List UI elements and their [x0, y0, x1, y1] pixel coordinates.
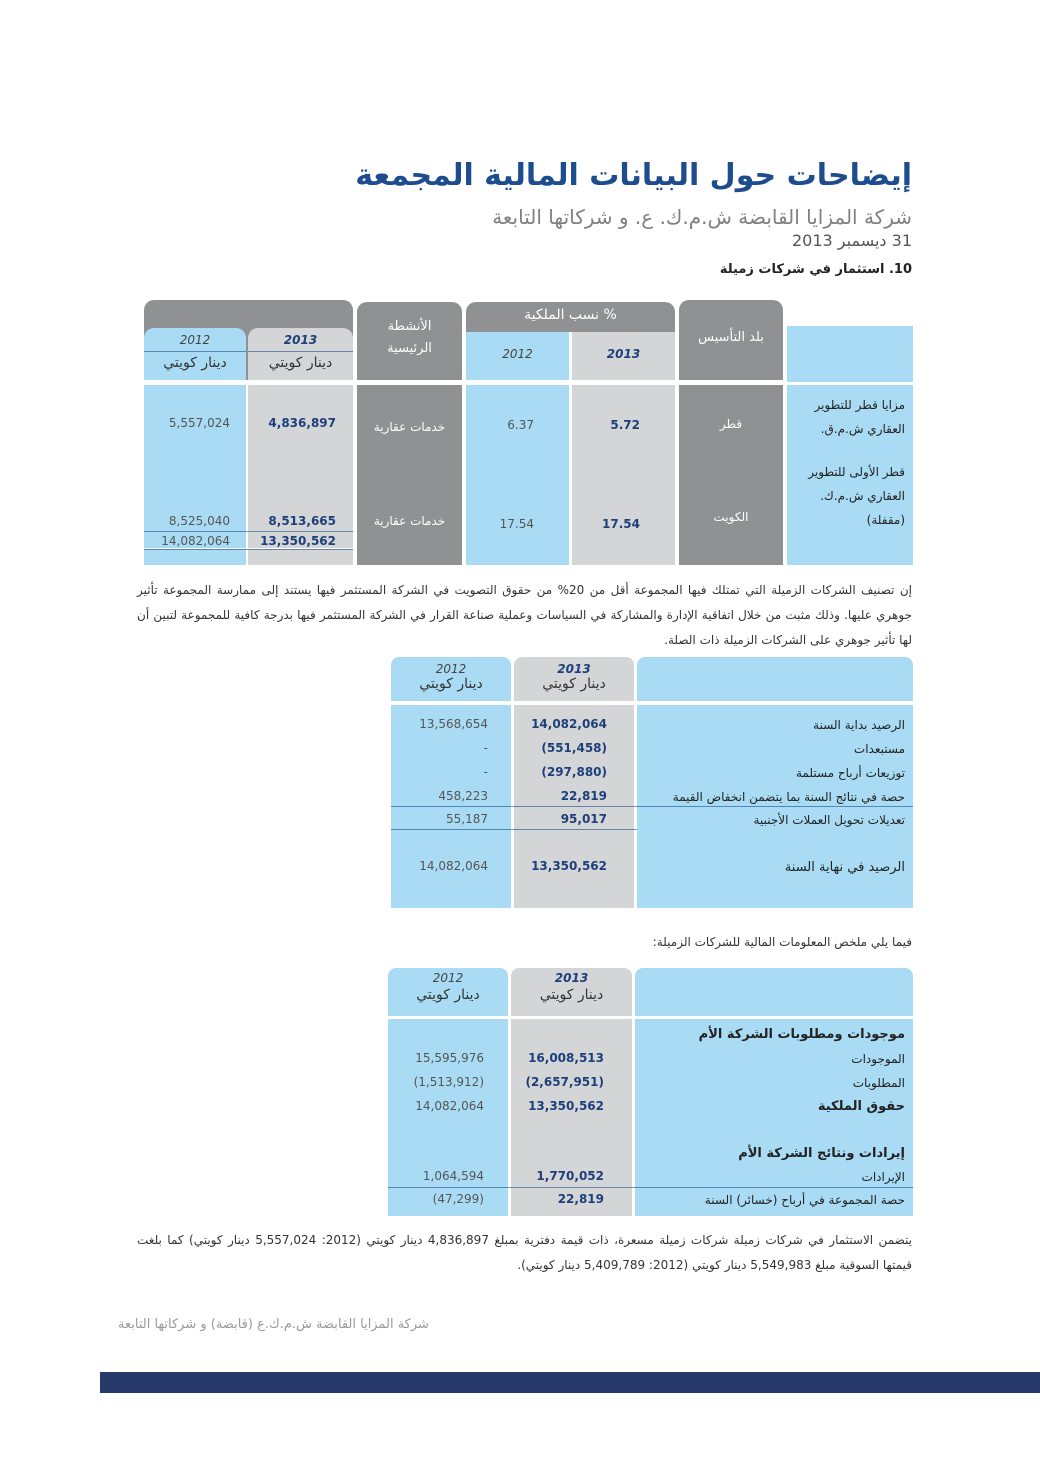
val-2012-row2: 8,525,040: [168, 514, 230, 528]
t2-currency-2013: دينار كويتي: [542, 676, 606, 692]
footer-bar: [100, 1372, 1040, 1393]
country-2: الكويت: [713, 510, 749, 524]
t2-closing-2012: 14,082,064: [419, 859, 488, 873]
val-year-2013: 2013: [283, 333, 318, 347]
t3-equity-label: حقوق الملكية: [817, 1099, 905, 1114]
country-column: [679, 385, 783, 565]
activity-column: [357, 385, 462, 565]
name-header-cell: [787, 326, 913, 382]
activity-1: خدمات عقارية: [373, 420, 446, 434]
t2-row-2012: 458,223: [438, 789, 488, 803]
t3-2013-header: [511, 968, 632, 1016]
section-heading: 10. استثمار في شركات زميلة: [719, 262, 912, 277]
footer-company-name: شركة المزايا القابضة ش.م.ك.ع (قابضة) و شركاتها التابعة: [118, 1317, 429, 1332]
own-2013-row1: 5.72: [610, 418, 640, 432]
val-2012-row1: 5,557,024: [168, 416, 230, 430]
activity-header-label: الأنشطة الرئيسية: [387, 319, 432, 356]
associate-name-2: قطر الأولى للتطوير العقاري ش.م.ك. (مقفلة): [808, 465, 905, 527]
activity-2: خدمات عقارية: [373, 514, 446, 528]
report-date: 31 ديسمبر 2013: [791, 231, 912, 250]
ownership-header: [466, 302, 675, 332]
total-rule-bottom: [144, 549, 353, 550]
page-title: إيضاحات حول البيانات المالية المجمعة: [355, 158, 912, 193]
t3-equity-2012: 14,082,064: [415, 1099, 484, 1113]
t3-assets-2012: 15,595,976: [415, 1051, 484, 1065]
t3-rev-2013: 1,770,052: [536, 1169, 604, 1183]
summary-intro: فيما يلي ملخص المعلومات المالية للشركات الزميلة:: [652, 935, 912, 949]
own-2012-column: [466, 385, 569, 565]
own-2012-row1: 6.37: [507, 418, 534, 432]
t3-section1-heading: موجودات ومطلوبات الشركة الأم: [698, 1027, 905, 1042]
own-2013-column: [572, 385, 675, 565]
t3-year-2013: 2013: [554, 971, 589, 985]
activity-header: [357, 302, 462, 380]
val-year-2012: 2012: [179, 333, 211, 347]
val-2012-header: [144, 328, 246, 380]
classification-paragraph: إن تصنيف الشركات الزميلة التي تمتلك فيها المجموعة أقل من 20% من حقوق التصويت في الشركة المستثمر فيها يستند إلى ممارسة المجموعة تأثير جوهري عليها. وذلك مثبت من خلال اتفاقية الإدارة والمشاركة في السياسات وعملية صناعة القرار في الشركة المستثمر فيها بدرجة كافية للمجموعة لتبين أن لها تأثير جوهري على الشركات الزميلة ذات الصلة.: [137, 583, 912, 647]
t2-row-label: الرصيد بداية السنة: [813, 718, 905, 732]
t3-assets-2013: 16,008,513: [528, 1051, 604, 1065]
quoted-investment-paragraph: يتضمن الاستثمار في شركات زميلة شركات زميلة مسعرة، ذات قيمة دفترية بمبلغ 4,836,897 دينار كويتي (2012: 5,557,024 دينار كويتي) كما بلغت قيمتها السوقية مبلغ 5,549,983 دينار كويتي (2012: 5,409,789 دينار كويتي).: [137, 1233, 912, 1272]
t2-row-2013: 22,819: [560, 789, 607, 803]
t2-row-2013: (297,880): [541, 765, 607, 779]
t2-row-2013: 14,082,064: [531, 717, 607, 731]
own-2012-row2: 17.54: [499, 517, 534, 531]
country-1: قطر: [719, 417, 743, 431]
t3-liab-2012: (1,513,912): [413, 1075, 484, 1089]
own-2013-header: [572, 332, 675, 380]
t3-currency-2012: دينار كويتي: [416, 987, 480, 1003]
val-2012-total: 14,082,064: [161, 534, 230, 548]
t2-year-2013: 2013: [557, 662, 591, 676]
t3-liab-2013: (2,657,951): [525, 1075, 604, 1089]
own-year-2013: 2013: [606, 347, 641, 361]
val-2013-row1: 4,836,897: [268, 416, 336, 430]
t3-share-2013: 22,819: [557, 1192, 604, 1206]
own-2012-header: [466, 332, 569, 380]
associate-name-1: مزايا قطر للتطوير العقاري ش.م.ق.: [814, 398, 905, 436]
t3-equity-2013: 13,350,562: [528, 1099, 604, 1113]
t2-row-2012: -: [483, 765, 488, 779]
t2-2013-header: [514, 657, 634, 701]
t3-2012-header: [388, 968, 508, 1016]
t3-label-header: [635, 968, 913, 1016]
t2-row-label: تعديلات تحويل العملات الأجنبية: [753, 813, 905, 827]
t3-share-2012: (47,299): [432, 1192, 484, 1206]
total-rule-top: [144, 531, 353, 532]
val-2013-row2: 8,513,665: [268, 514, 336, 528]
t2-row-label: توزيعات أرباح مستلمة: [795, 766, 905, 780]
country-header: [679, 300, 783, 380]
t3-liab-label: المطلوبات: [852, 1076, 905, 1090]
t3-rev-label: الإيرادات: [861, 1170, 905, 1184]
t2-2012-header: [391, 657, 511, 701]
t3-share-label: حصة المجموعة في أرباح (خسائر) السنة: [704, 1193, 905, 1207]
val-currency-2012: دينار كويتي: [163, 355, 227, 371]
company-subtitle: شركة المزايا القابضة ش.م.ك. ع. و شركاتها التابعة: [492, 205, 912, 229]
own-2013-row2: 17.54: [602, 517, 640, 531]
t2-currency-2012: دينار كويتي: [419, 676, 483, 692]
val-2013-total: 13,350,562: [260, 534, 336, 548]
t2-row-2012: -: [483, 741, 488, 755]
t2-label-header: [637, 657, 913, 701]
t2-row-2012: 13,568,654: [419, 717, 488, 731]
t2-row-label: حصة في نتائج السنة بما يتضمن انخفاض القيمة: [672, 790, 905, 804]
t3-rev-2012: 1,064,594: [422, 1169, 484, 1183]
t2-row-2013: 95,017: [560, 812, 607, 826]
val-2013-header: [248, 328, 353, 380]
t2-year-2012: 2012: [435, 662, 467, 676]
t2-closing-label: الرصيد في نهاية السنة: [784, 860, 905, 875]
t3-year-2012: 2012: [432, 971, 464, 985]
val-currency-2013: دينار كويتي: [268, 355, 333, 371]
t2-row-label: مستبعدات: [853, 742, 905, 756]
t2-row-2013: (551,458): [541, 741, 607, 755]
t2-closing-2013: 13,350,562: [531, 859, 607, 873]
t2-row-2012: 55,187: [446, 812, 488, 826]
own-year-2012: 2012: [502, 347, 533, 361]
t3-assets-label: الموجودات: [851, 1052, 905, 1066]
t3-section2-heading: إيرادات ونتائج الشركة الأم: [738, 1146, 905, 1161]
country-header-label: بلد التأسيس: [698, 330, 764, 345]
t3-currency-2013: دينار كويتي: [539, 987, 604, 1003]
ownership-header-label: نسب الملكية %: [524, 307, 617, 323]
